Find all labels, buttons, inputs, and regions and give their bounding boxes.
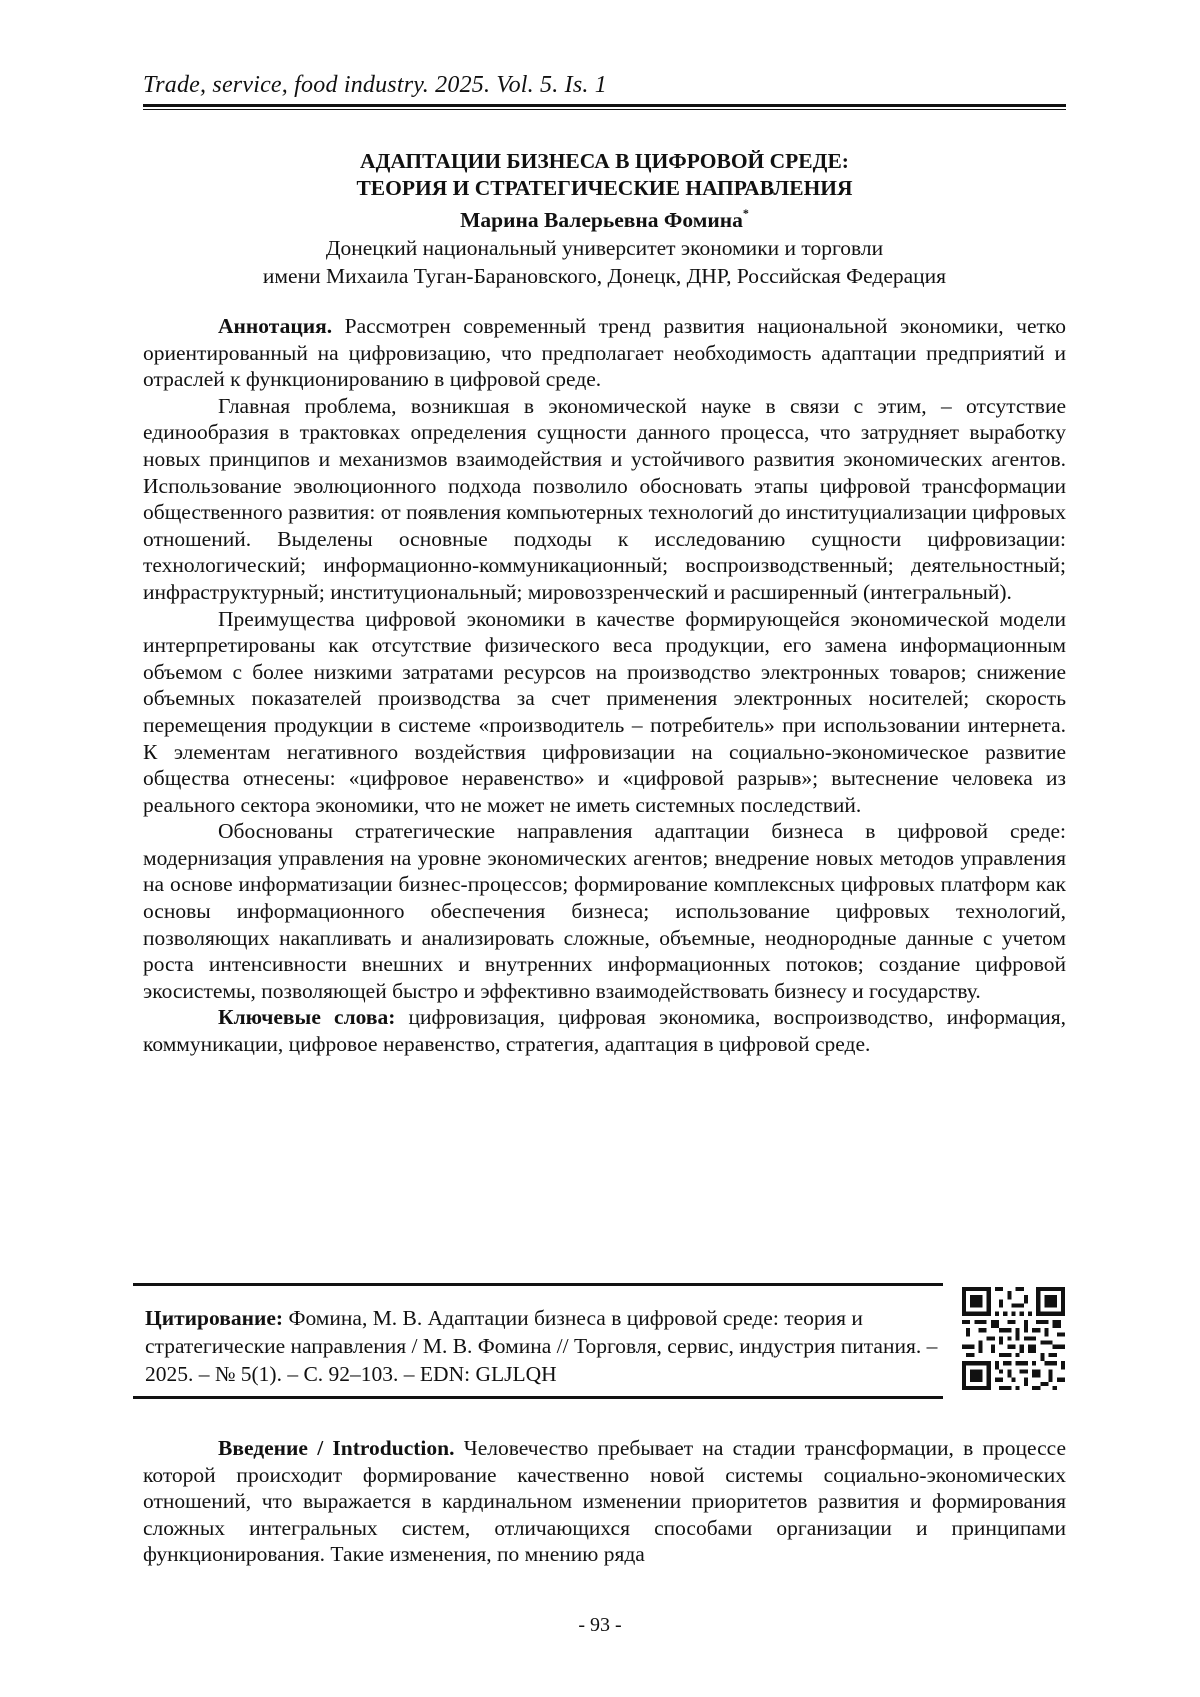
abstract-text-1: Рассмотрен современный тренд развития национальной экономики, четко ориентированный на цифровизацию, что предполагает необходимость адаптации предприятий и отраслей к функционированию в цифровой среде. [143, 314, 1066, 391]
author-footnote-mark: * [743, 206, 749, 220]
citation-box [133, 1283, 943, 1399]
qr-code-icon [962, 1287, 1065, 1390]
abstract-paragraph-4: Обоснованы стратегические направления адаптации бизнеса в цифровой среде: модернизация управления на уровне экономических агентов; внедрение новых методов управления на основе информатизации бизнес-процессов; формирование комплексных цифровых платформ как основы информационного обеспечения бизнеса; использование цифровых технологий, позволяющих накапливать и анализировать сложные, объемные, неоднородные данные с учетом роста интенсивности внешних и внутренних информационных потоков; создание цифровой экосистемы, позволяющей быстро и эффективно взаимодействовать бизнесу и государству. [143, 818, 1066, 1004]
citation-label: Цитирование: [145, 1306, 283, 1330]
introduction-label: Введение / Introduction. [218, 1436, 454, 1460]
header-rule-thick [143, 104, 1066, 107]
introduction-paragraph [143, 1435, 1066, 1568]
abstract [143, 313, 1066, 1058]
citation-body: Фомина, М. В. Адаптации бизнеса в цифровой среде: теория и стратегические направления / М. В. Фомина // Торговля, сервис, индустрия питания. – 2025. – № 5(1). – С. 92–103. – EDN: GLJLQH [145, 1306, 937, 1386]
running-head: Trade, service, food industry. 2025. Vol. 5. Is. 1 [143, 72, 607, 99]
abstract-label: Аннотация. [218, 314, 332, 338]
page [0, 0, 1200, 1697]
keywords-label: Ключевые слова: [218, 1005, 395, 1029]
author-name [143, 202, 1066, 234]
abstract-paragraph-2: Главная проблема, возникшая в экономической науке в связи с этим, – отсутствие единообразия в трактовках определения сущности данного процесса, что затрудняет выработку новых принципов и механизмов взаимодействия и устойчивого развития экономических агентов. Использование эволюционного подхода позволило обосновать этапы цифровой трансформации общественного развития: от появления компьютерных технологий до институциализации цифровых отношений. Выделены основные подходы к исследованию сущности цифровизации: технологический; информационно-коммуникационный; воспроизводственный; деятельностный; инфраструктурный; институциональный; мировоззренческий и расширенный (интегральный). [143, 393, 1066, 606]
introduction-text: Человечество пребывает на стадии трансформации, в процессе которой происходит формирование качественно новой системы социально-экономических отношений, что выражается в кардинальном изменении приоритетов развития и формирования сложных интегральных систем, отличающихся способами организации и принципами функционирования. Такие изменения, по мнению ряда [143, 1436, 1066, 1566]
keywords-text: цифровизация, цифровая экономика, воспроизводство, информация, коммуникации, цифровое неравенство, стратегия, адаптация в цифровой среде. [143, 1005, 1066, 1056]
abstract-paragraph-1 [143, 313, 1066, 393]
author-name-text: Марина Валерьевна Фомина [460, 208, 743, 232]
title-block [143, 148, 1066, 290]
citation-text [145, 1304, 945, 1388]
abstract-paragraph-3: Преимущества цифровой экономики в качестве формирующейся экономической модели интерпретированы как отсутствие физического веса продукции, его замена информационным объемом с более низкими затратами ресурсов на производство электронных товаров; снижение объемных показателей производства за счет применения электронных носителей; скорость перемещения продукции в системе «производитель – потребитель» при использовании интернета. К элементам негативного воздействия цифровизации на социально-экономическое развитие общества отнесены: «цифровое неравенство» и «цифровой разрыв»; вытеснение человека из реального сектора экономики, что не может не иметь системных последствий. [143, 606, 1066, 819]
keywords-paragraph [143, 1004, 1066, 1057]
affiliation-line-1: Донецкий национальный университет экономики и торговли [143, 234, 1066, 262]
article-title-line-1: АДАПТАЦИИ БИЗНЕСА В ЦИФРОВОЙ СРЕДЕ: [143, 148, 1066, 175]
page-number: - 93 - [0, 1614, 1200, 1637]
introduction [143, 1435, 1066, 1568]
article-title-line-2: ТЕОРИЯ И СТРАТЕГИЧЕСКИЕ НАПРАВЛЕНИЯ [143, 175, 1066, 202]
header-rule-thin [143, 109, 1066, 110]
affiliation-line-2: имени Михаила Туган-Барановского, Донецк, ДНР, Российская Федерация [143, 262, 1066, 290]
